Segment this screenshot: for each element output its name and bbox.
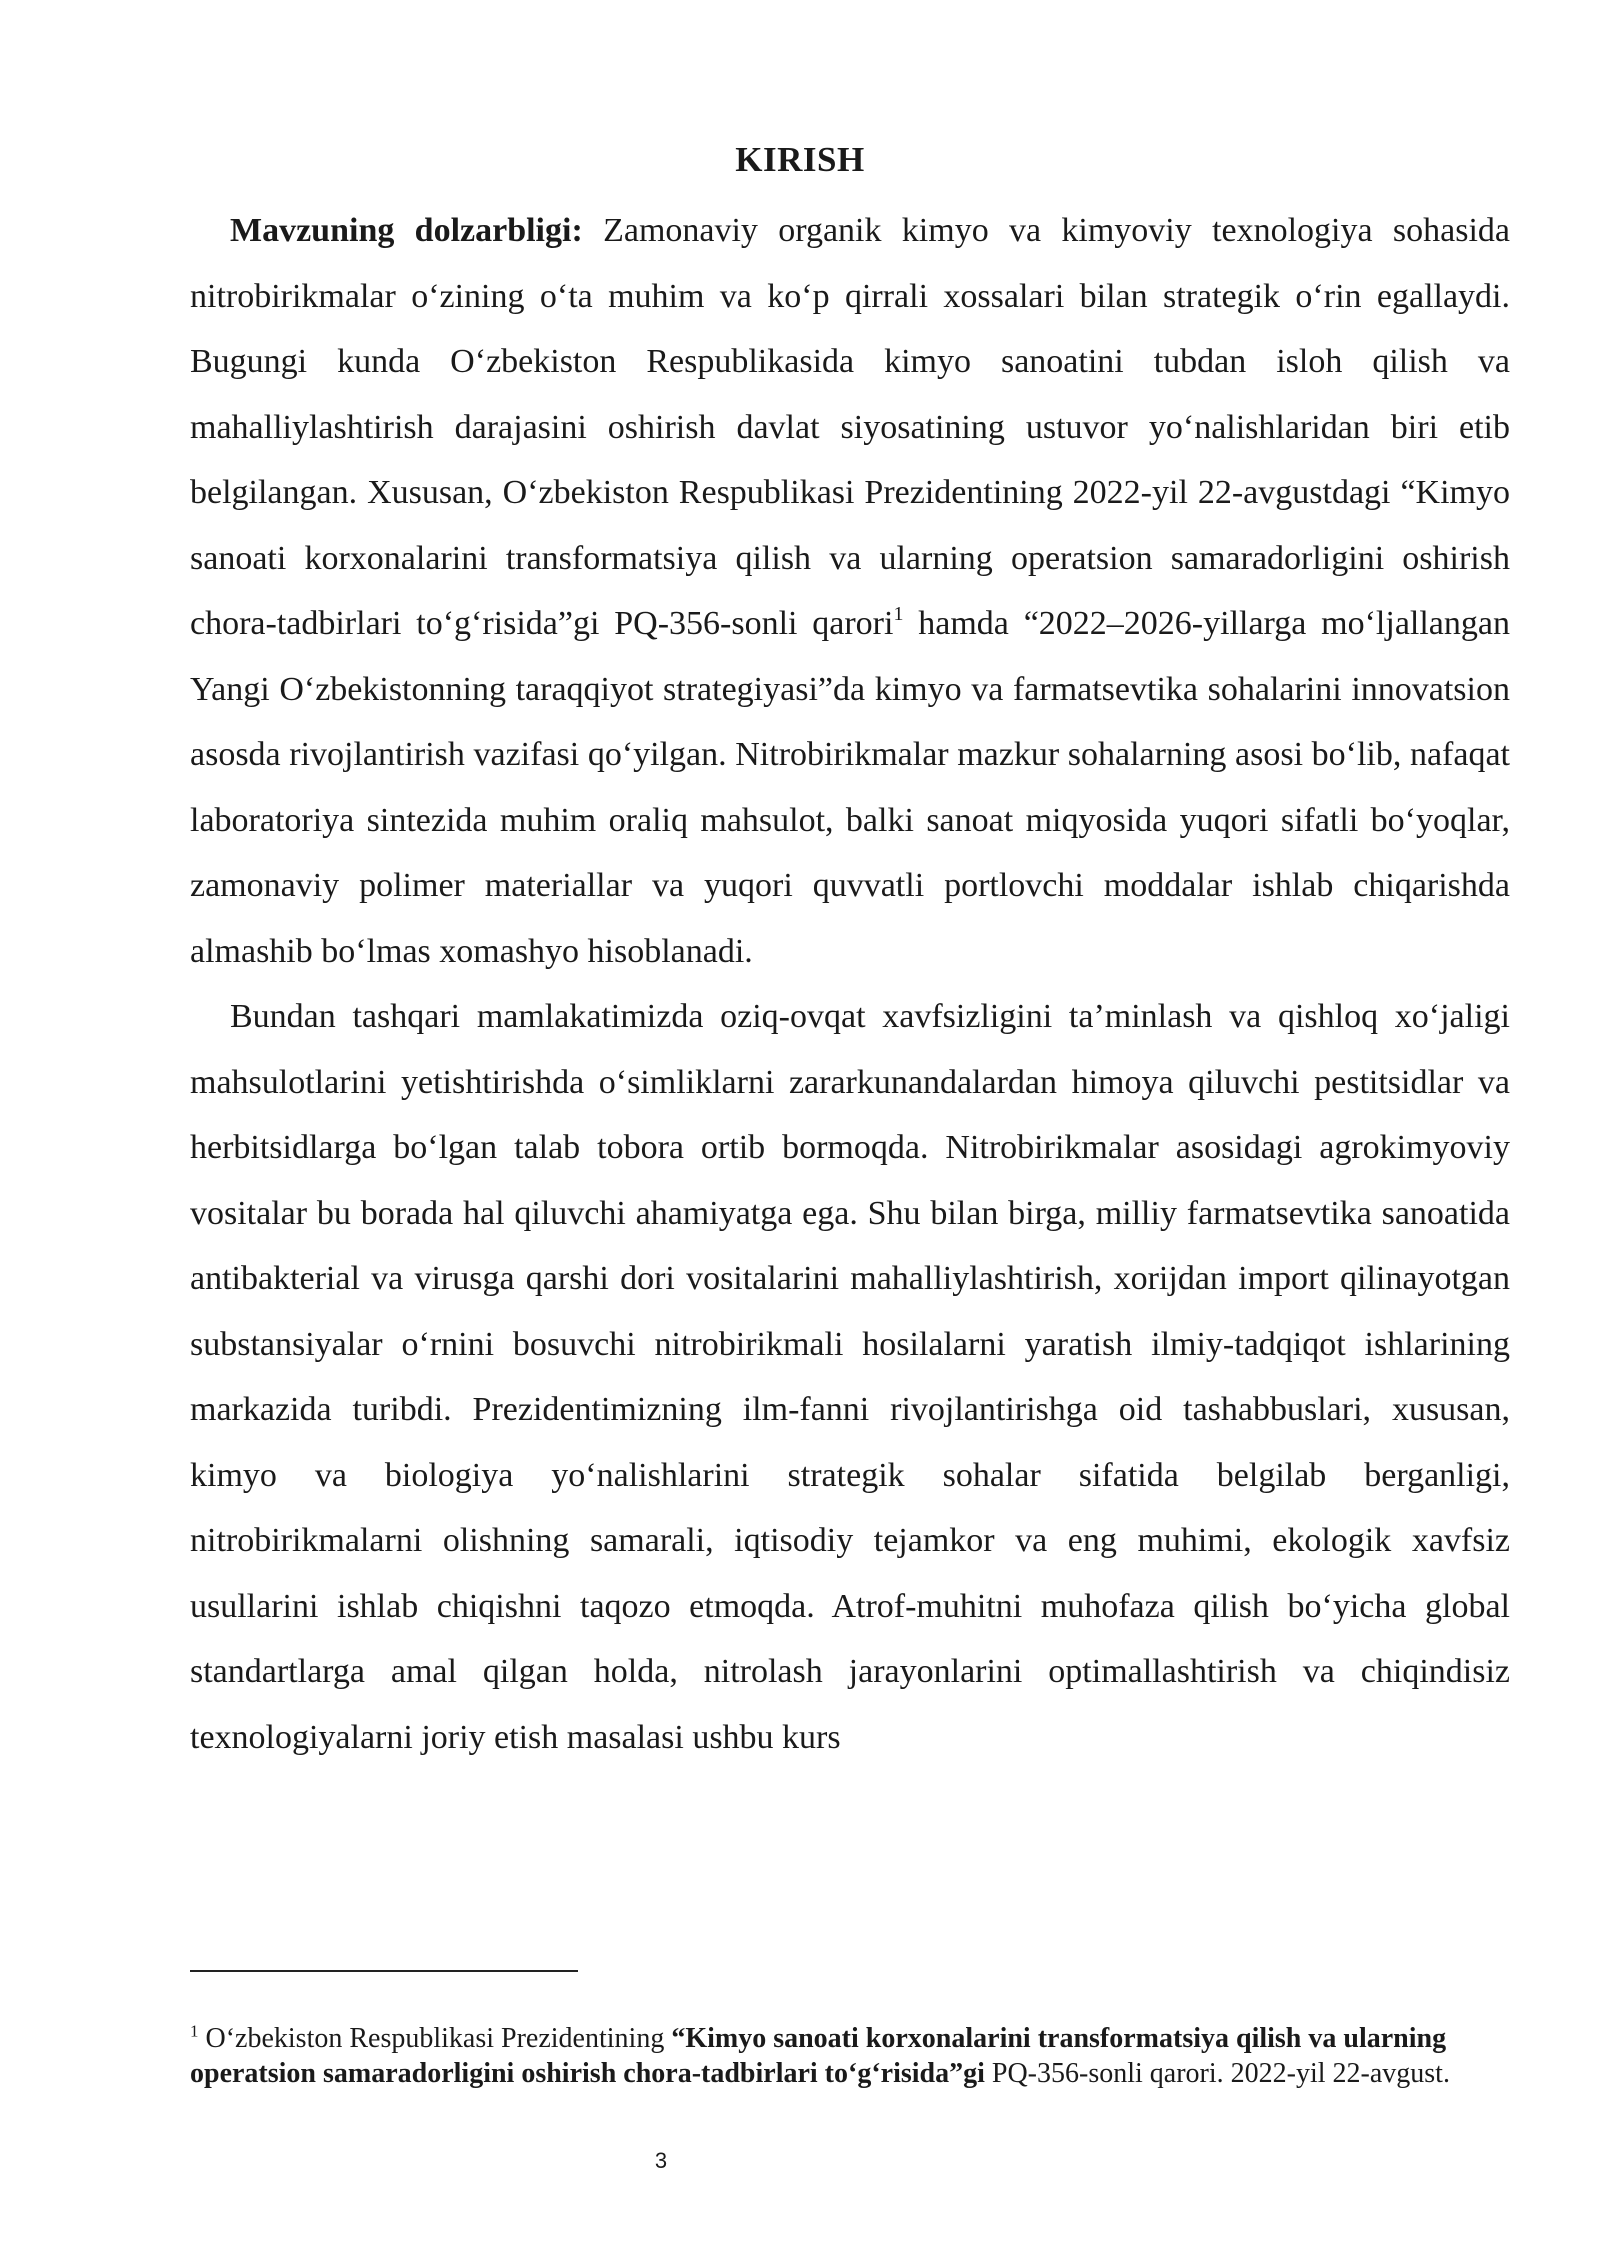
footnote-suffix: PQ-356-sonli qarori. 2022-yil 22-avgust. — [984, 2058, 1450, 2089]
body-text — [190, 198, 1510, 1770]
paragraph-relevance — [190, 198, 1510, 984]
footnote-reference[interactable]: 1 — [893, 602, 904, 625]
paragraph-2: Bundan tashqari mamlakatimizda oziq-ovqat xavfsizligini ta’minlash va qishloq xo‘jaligi mahsulotlarini yetishtirishda o‘simliklarni zararkunandalardan himoya qiluvchi pestitsidlar va herbitsidlarga bo‘lgan talab tobora ortib bormoqda. Nitrobirikmalar asosidagi agrokimyoviy vositalar bu borada hal qiluvchi ahamiyatga ega. Shu bilan birga, milliy farmatsevtika sanoatida antibakterial va virusga qarshi dori vositalarini mahalliylashtirish, xorijdan import qilinayotgan substansiyalar o‘rnini bosuvchi nitrobirikmali hosilalarni yaratish ilmiy-tadqiqot ishlarining markazida turibdi. Prezidentimizning ilm-fanni rivojlantirishga oid tashabbuslari, xususan, kimyo va biologiya yo‘nalishlarini strategik sohalar sifatida belgilab berganligi, nitrobirikmalarni olishning samarali, iqtisodiy tejamkor va eng muhimi, ekologik xavfsiz usullarini ishlab chiqishni taqozo etmoqda. Atrof-muhitni muhofaza qilish bo‘yicha global standartlarga amal qilgan holda, nitrolash jarayonlarini optimallashtirish va chiqindisiz texnologiyalarni joriy etish masalasi ushbu kurs — [190, 998, 1510, 1756]
footnote — [190, 2021, 1510, 2091]
paragraph-lead: Mavzuning dolzarbligi: — [230, 212, 583, 249]
footnote-prefix: O‘zbekiston Respublikasi Prezidentining — [198, 2023, 672, 2054]
footnote-title: “Kimyo sanoati korxonalarini transformatsiya qilish va ularning operatsion samaradorligini oshirish chora-tadbirlari to‘g‘risida”gi — [190, 2023, 1447, 2089]
page-heading: KIRISH — [735, 140, 865, 179]
paragraph-text: Zamonaviy organik kimyo va kimyoviy texnologiya sohasida nitrobirikmalar o‘zining o‘ta muhim va ko‘p qirrali xossalari bilan strategik o‘rin egallaydi. Bugungi kunda O‘zbekiston Respublikasida kimyo sanoatini tubdan isloh qilish va mahalliylashtirish darajasini oshirish davlat siyosatining ustuvor yo‘nalishlaridan biri etib belgilangan. Xususan, O‘zbekiston Respublikasi Prezidentining 2022-yil 22-avgustdagi “Kimyo sanoati korxonalarini transformatsiya qilish va ularning operatsion samaradorligini oshirish chora-tadbirlari to‘g‘risida”gi PQ-356-sonli qarori — [190, 212, 1510, 642]
footnote-number: 1 — [190, 2021, 199, 2041]
page-number: 3 — [654, 2148, 668, 2173]
paragraph-text-continued: hamda “2022–2026-yillarga mo‘ljallangan Yangi O‘zbekistonning taraqqiyot strategiyasi”da kimyo va farmatsevtika sohalarini innovatsion asosda rivojlantirish vazifasi qo‘yilgan. Nitrobirikmalar mazkur sohalarning asosi bo‘lib, nafaqat laboratoriya sintezida muhim oraliq mahsulot, balki sanoat miqyosida yuqori sifatli bo‘yoqlar, zamonaviy polimer materiallar va yuqori quvvatli portlovchi moddalar ishlab chiqarishda almashib bo‘lmas xomashyo hisoblanadi. — [190, 605, 1510, 970]
footnote-separator — [190, 1970, 578, 1972]
